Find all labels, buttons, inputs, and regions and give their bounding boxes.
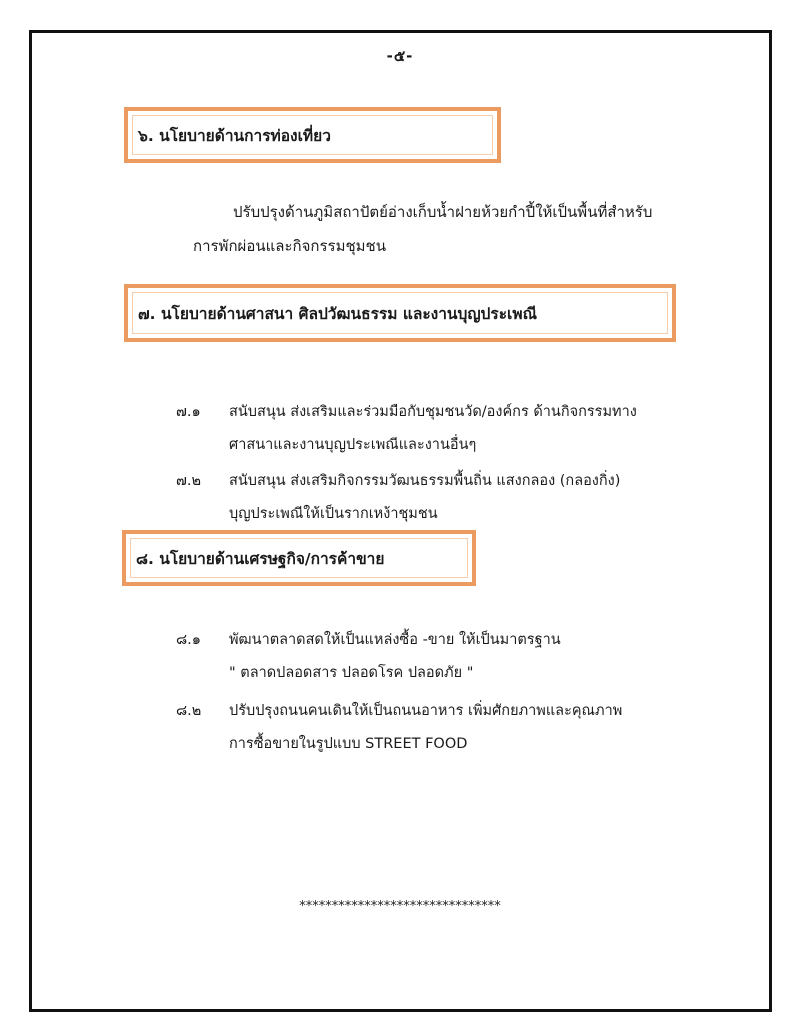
section-6-paragraph-line2: การพักผ่อนและกิจกรรมชุมชน	[193, 237, 386, 255]
list-item-text-line1: สนับสนุน ส่งเสริมกิจกรรมวัฒนธรรมพื้นถิ่น แสงกลอง (กลองกิ่ง)	[229, 473, 621, 489]
list-item-8-1	[176, 624, 756, 690]
list-item-text-line1: สนับสนุน ส่งเสริมและร่วมมือกับชุมชนวัด/องค์กร ด้านกิจกรรมทาง	[229, 404, 637, 420]
page-number: -๕-	[386, 47, 414, 65]
list-item-text-line2: การซื้อขายในรูปแบบ STREET FOOD	[229, 736, 468, 752]
list-item-number: ๗.๒	[176, 473, 202, 489]
section-6-heading: ๖. นโยบายด้านการท่องเที่ยว	[124, 107, 501, 163]
list-item-8-2	[176, 695, 756, 761]
section-6-paragraph-line1: ปรับปรุงด้านภูมิสถาปัตย์อ่างเก็บน้ำฝายห้วยกำปี้ให้เป็นพื้นที่สำหรับ	[233, 203, 653, 221]
list-item-text-line1: พัฒนาตลาดสดให้เป็นแหล่งซื้อ -ขาย ให้เป็นมาตรฐาน	[229, 632, 561, 648]
end-of-page-asterisks: *******************************	[299, 899, 501, 914]
list-item-text-line2: บุญประเพณีให้เป็นรากเหง้าชุมชน	[229, 506, 438, 522]
list-item-7-1	[176, 396, 756, 462]
section-7-heading: ๗. นโยบายด้านศาสนา ศิลปวัฒนธรรม และงานบุญประเพณี	[124, 284, 676, 342]
list-item-text-line1: ปรับปรุงถนนคนเดินให้เป็นถนนอาหาร เพิ่มศักยภาพและคุณภาพ	[229, 703, 623, 719]
list-item-number: ๘.๑	[176, 632, 201, 648]
section-8-heading: ๘. นโยบายด้านเศรษฐกิจ/การค้าขาย	[122, 530, 476, 586]
list-item-number: ๗.๑	[176, 404, 201, 420]
list-item-text-line2: " ตลาดปลอดสาร ปลอดโรค ปลอดภัย "	[229, 665, 474, 681]
list-item-text-line2: ศาสนาและงานบุญประเพณีและงานอื่นๆ	[229, 437, 477, 453]
list-item-number: ๘.๒	[176, 703, 202, 719]
list-item-7-2	[176, 465, 756, 531]
